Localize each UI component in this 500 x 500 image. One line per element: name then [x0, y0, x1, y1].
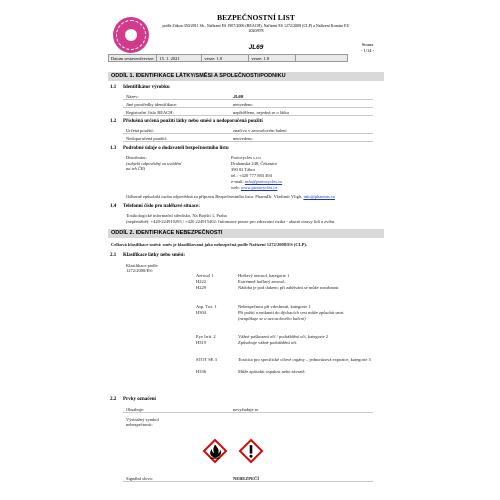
company-logo	[113, 17, 149, 53]
hazard-code: H222	[196, 279, 206, 284]
row-label: Nedoporučená použití:	[126, 136, 168, 141]
section1-heading: ODDÍL 1. IDENTIFIKACE LÁTKY/SMĚSI A SPOLEČNOSTI/PODNIKU	[108, 72, 384, 81]
table-row	[123, 102, 373, 108]
page-indicator	[351, 42, 384, 54]
row-label: Jiné prostředky identifikace:	[126, 102, 178, 107]
toxicology-line-1: Toxikologické informační středisko, Na Bojišti 1, Praha	[126, 213, 227, 218]
company-name: Protocycles s.r.o.	[231, 155, 262, 160]
document-subtitle: podle Zákon 350/2011 Sb., Nařízení ES 1907/2006 (REACH), Nařízení ES 1272/2008 (CLP) a Nařízení Komise EU 2020/878	[162, 23, 350, 33]
company-phone: tel.: +420 777 883 494	[231, 173, 272, 178]
hazard-code: H319	[196, 340, 206, 345]
responsible-person	[126, 194, 384, 199]
exclamation-pictogram-icon	[238, 438, 264, 464]
s14-number: 1.4	[110, 204, 117, 209]
hazard-text: Způsobuje vážné podráždění očí.	[238, 340, 298, 345]
s13-number: 1.3	[110, 146, 117, 151]
document-title: BEZPEČNOSTNÍ LIST	[217, 13, 295, 22]
classification-label: Klasifikace podle 1272/2008/ES:	[126, 263, 158, 274]
hazard-text: (neaplikuje se u aerosolového balení)	[238, 316, 306, 321]
distributor-label: Distributor:	[126, 155, 147, 160]
company-web	[231, 185, 277, 190]
row-label: Signální slovo:	[126, 476, 154, 481]
email-label: e-mail:	[231, 179, 244, 184]
hazard-text: Může způsobit ospalost nebo závratě.	[238, 369, 306, 374]
date-label: Datum sestavení/revize:	[109, 55, 157, 61]
hazard-code: STOT SE 3	[196, 357, 217, 362]
s13-title: Podrobné údaje o dodavateli bezpečnostního listu	[123, 146, 229, 151]
table-row	[123, 94, 373, 100]
page-value: - 1/14 -	[360, 47, 375, 53]
hazard-code: H336	[196, 369, 206, 374]
responsible-text: Odborně způsobilá osoba odpovědná za přípravu Bezpečnostního listu: PharmDr. Vladimír Vligh,	[126, 194, 303, 199]
row-value: značivo v aerosolovém balení	[233, 128, 287, 133]
table-row	[123, 110, 373, 116]
hazard-code: Asp. Tox. 1	[196, 304, 217, 309]
company-city: 390 02 Tábor	[231, 167, 256, 172]
web-label: web:	[231, 185, 240, 190]
hazard-text: Hořlavý aerosol, kategorie 1	[238, 273, 290, 278]
s21-number: 2.1	[110, 253, 117, 258]
s14-title: Telefonní číslo pro naléhavé situace:	[123, 204, 200, 209]
document-page	[108, 12, 384, 492]
hazard-code: H304	[196, 310, 206, 315]
distributor-note: (subjekt odpovědný za uvádění na trh ČR)	[126, 161, 182, 172]
symbol-label: Výstražný symbol nebezpečnosti:	[126, 417, 159, 428]
s12-title: Příslušná určená použití látky nebo směsi a nedoporučená použití	[123, 119, 263, 124]
row-value: neuvedeno	[233, 136, 253, 141]
hazard-code: Eye Irrit. 2	[196, 334, 216, 339]
flame-pictogram-icon	[202, 438, 228, 464]
s11-title: Identifikátor výrobku	[123, 85, 170, 90]
s21-title: Klasifikace látky nebo směsi:	[123, 253, 186, 258]
version-label: verze: 1.0	[202, 55, 249, 61]
hazard-text: Nádoba je pod tlakem: při zahřívání se může roztrhnout	[238, 285, 339, 290]
date-value: 15. 1. 2021	[157, 55, 202, 61]
hazard-text: Toxicita pro specifické cílové orgány – jednorázová expozice, kategorie 3	[238, 357, 371, 362]
hazard-code: H229	[196, 285, 206, 290]
table-row	[123, 476, 373, 482]
row-value: JL69	[233, 94, 244, 99]
s11-number: 1.1	[110, 85, 117, 90]
responsible-email-link[interactable]: info@phaemis.cz	[303, 194, 335, 199]
row-label: Určená použití:	[126, 128, 154, 133]
row-label: Registrační číslo REACH:	[126, 110, 174, 115]
hazard-text: Vážné poškození očí / podráždění očí, kategorie 2	[238, 334, 328, 339]
row-value: nevyžaduje se	[233, 407, 259, 412]
document-header	[108, 12, 384, 58]
row-label: Obsahuje:	[126, 407, 145, 412]
company-email	[231, 179, 282, 184]
company-street: Drahanská 248, Čekanice	[231, 161, 278, 166]
email-link[interactable]: info@protocycles.cz	[244, 179, 283, 184]
revision-row	[108, 54, 348, 62]
s22-number: 2.2	[110, 397, 117, 402]
product-name: JL69	[248, 44, 264, 51]
row-value: nepřiděleno, nejedná se o látku	[233, 110, 289, 115]
classification-note: Celková klasifikace směsi: směs je klasifikovaná jako nebezpečná podle Nařízení 1272/2008/ES (CLP).	[111, 242, 307, 247]
row-label: Název:	[126, 94, 139, 99]
table-row	[123, 136, 373, 142]
version-label-2: verze: 1.0	[249, 55, 296, 61]
row-value: neuvedeno	[233, 102, 253, 107]
page-label: Strana	[361, 42, 374, 47]
hazard-text: Extrémně hořlavý aerosol.	[238, 279, 286, 284]
hazard-text: Při požití a vniknutí do dýchacích cest může způsobit smrt.	[238, 310, 345, 315]
table-row	[123, 128, 373, 134]
signal-word: NEBEZPEČÍ	[233, 476, 260, 481]
section2-heading: ODDÍL 2. IDENTIFIKACE NEBEZPEČNOSTI	[108, 229, 384, 238]
s22-title: Prvky označení	[123, 397, 156, 402]
web-link[interactable]: www.protocycles.cz	[240, 185, 278, 190]
toxicology-line-2: (nepřetržitě): +420-224919293 / +420 224915402: Informace pouze pro zdravotní rizika - akutní otravy lidí a zvířat	[126, 219, 335, 224]
hazard-text: Nebezpečnost při vdechnutí, kategorie 1	[238, 304, 311, 309]
table-row	[123, 407, 373, 413]
s12-number: 1.2	[110, 119, 117, 124]
hazard-code: Aerosol 1	[196, 273, 214, 278]
